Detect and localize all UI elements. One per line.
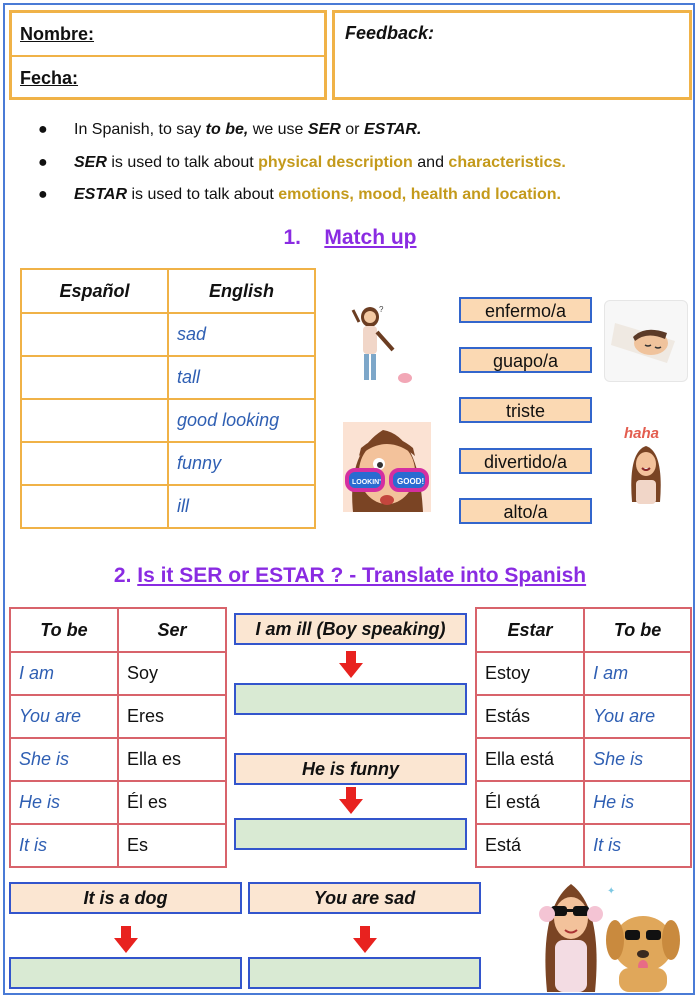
section2-title bbox=[0, 564, 700, 588]
pronoun-cell: He is bbox=[10, 781, 118, 824]
bullet-dot: ● bbox=[38, 186, 48, 203]
bullet-emphasis: ESTAR bbox=[74, 186, 128, 203]
sleeping-boy-illustration bbox=[604, 300, 688, 382]
word-tile[interactable]: triste bbox=[459, 397, 592, 423]
header-to-be: To be bbox=[584, 608, 691, 652]
bullet-text: is used to talk about bbox=[127, 186, 279, 203]
table-row bbox=[10, 652, 226, 695]
bullet-text: In Spanish, to say bbox=[74, 121, 206, 138]
bullet-highlight: emotions, mood, health and location. bbox=[278, 186, 561, 203]
bullet-item bbox=[38, 149, 678, 182]
estar-table bbox=[475, 607, 692, 868]
word-tile[interactable]: guapo/a bbox=[459, 347, 592, 373]
word-tile[interactable]: divertido/a bbox=[459, 448, 592, 474]
pronoun-cell: I am bbox=[10, 652, 118, 695]
glasses-girl-illustration bbox=[343, 422, 431, 512]
section2-title-text: Is it SER or ESTAR ? - Translate into Spanish bbox=[137, 564, 587, 587]
ser-table bbox=[9, 607, 227, 868]
girl-with-dog-illustration bbox=[533, 878, 683, 992]
nombre-label: Nombre: bbox=[20, 24, 95, 44]
arrow-down-icon bbox=[339, 651, 363, 679]
pronoun-cell: It is bbox=[584, 824, 691, 867]
pronoun-cell: You are bbox=[10, 695, 118, 738]
prompt-funny: He is funny bbox=[234, 753, 467, 785]
table-row bbox=[10, 695, 226, 738]
prompt-ill: I am ill (Boy speaking) bbox=[234, 613, 467, 645]
espanol-answer-cell[interactable] bbox=[21, 313, 168, 356]
feedback-label: Feedback: bbox=[345, 23, 435, 43]
table-row bbox=[21, 399, 315, 442]
ser-form-cell: Soy bbox=[118, 652, 226, 695]
english-cell: funny bbox=[168, 442, 315, 485]
arrow-down-icon bbox=[353, 926, 377, 954]
bullet-emphasis: SER bbox=[74, 153, 107, 171]
english-cell: ill bbox=[168, 485, 315, 528]
section1-title-text: Match up bbox=[324, 226, 417, 249]
pronoun-cell: She is bbox=[584, 738, 691, 781]
ser-form-cell: Eres bbox=[118, 695, 226, 738]
answer-box-sad[interactable] bbox=[248, 957, 481, 989]
bullet-emphasis: ESTAR. bbox=[363, 121, 422, 138]
header-estar: Estar bbox=[476, 608, 584, 652]
section1-title bbox=[0, 226, 700, 250]
ser-form-cell: Ella es bbox=[118, 738, 226, 781]
svg-text:✦: ✦ bbox=[607, 886, 616, 897]
table-header-row bbox=[476, 608, 691, 652]
bullet-text: is used to talk about bbox=[106, 153, 259, 171]
word-tile[interactable]: enfermo/a bbox=[459, 297, 592, 323]
laughing-girl-illustration bbox=[620, 422, 672, 508]
ser-form-cell: Él es bbox=[118, 781, 226, 824]
svg-text:?: ? bbox=[379, 305, 384, 314]
badge-text: GOOD! bbox=[397, 477, 425, 486]
match-table bbox=[20, 268, 316, 529]
answer-box-funny[interactable] bbox=[234, 818, 467, 850]
table-row bbox=[21, 356, 315, 399]
sleeping-boy-drawing bbox=[605, 301, 689, 383]
pronoun-cell: You are bbox=[584, 695, 691, 738]
pronoun-cell: She is bbox=[10, 738, 118, 781]
table-row bbox=[476, 652, 691, 695]
espanol-answer-cell[interactable] bbox=[21, 442, 168, 485]
header-to-be: To be bbox=[10, 608, 118, 652]
table-row bbox=[10, 781, 226, 824]
table-row bbox=[21, 442, 315, 485]
header-ser: Ser bbox=[118, 608, 226, 652]
english-cell: sad bbox=[168, 313, 315, 356]
tall-girl-illustration bbox=[345, 302, 420, 386]
word-tile[interactable]: alto/a bbox=[459, 498, 592, 524]
header-espanol: Español bbox=[21, 269, 168, 313]
estar-form-cell: Está bbox=[476, 824, 584, 867]
english-cell: tall bbox=[168, 356, 315, 399]
pronoun-cell: It is bbox=[10, 824, 118, 867]
intro-bullets bbox=[38, 116, 678, 214]
espanol-answer-cell[interactable] bbox=[21, 356, 168, 399]
bullet-emphasis: to be, bbox=[205, 121, 249, 138]
bullet-highlight: physical description bbox=[258, 153, 413, 171]
bullet-item bbox=[38, 181, 678, 214]
bullet-text: or bbox=[340, 121, 364, 138]
table-header-row bbox=[10, 608, 226, 652]
fecha-label: Fecha: bbox=[20, 68, 79, 88]
header-english: English bbox=[168, 269, 315, 313]
ser-form-cell: Es bbox=[118, 824, 226, 867]
table-row bbox=[10, 738, 226, 781]
answer-box-dog[interactable] bbox=[9, 957, 242, 989]
table-row bbox=[21, 313, 315, 356]
bullet-item bbox=[38, 116, 678, 149]
pronoun-cell: I am bbox=[584, 652, 691, 695]
bullet-text: and bbox=[412, 153, 449, 171]
section2-number: 2. bbox=[113, 564, 132, 587]
estar-form-cell: Estás bbox=[476, 695, 584, 738]
table-row bbox=[476, 781, 691, 824]
espanol-answer-cell[interactable] bbox=[21, 399, 168, 442]
badge-text: LOOKIN' bbox=[352, 479, 381, 486]
table-header-row bbox=[21, 269, 315, 313]
bullet-text: we use bbox=[248, 121, 308, 138]
nombre-row[interactable] bbox=[12, 13, 324, 57]
table-row bbox=[10, 824, 226, 867]
bullet-highlight: characteristics. bbox=[448, 153, 566, 171]
prompt-dog: It is a dog bbox=[9, 882, 242, 914]
bullet-dot: ● bbox=[38, 121, 48, 138]
haha-text: haha bbox=[624, 425, 660, 442]
answer-box-ill[interactable] bbox=[234, 683, 467, 715]
pronoun-cell: He is bbox=[584, 781, 691, 824]
name-date-box bbox=[9, 10, 327, 100]
prompt-sad: You are sad bbox=[248, 882, 481, 914]
table-row bbox=[21, 485, 315, 528]
estar-form-cell: Estoy bbox=[476, 652, 584, 695]
estar-form-cell: Ella está bbox=[476, 738, 584, 781]
english-cell: good looking bbox=[168, 399, 315, 442]
espanol-answer-cell[interactable] bbox=[21, 485, 168, 528]
arrow-down-icon bbox=[339, 787, 363, 815]
table-row bbox=[476, 824, 691, 867]
table-row bbox=[476, 738, 691, 781]
section1-number: 1. bbox=[283, 226, 301, 249]
bullet-emphasis: SER bbox=[307, 121, 341, 138]
bullet-dot: ● bbox=[38, 153, 48, 171]
table-row bbox=[476, 695, 691, 738]
feedback-box[interactable] bbox=[332, 10, 692, 100]
estar-form-cell: Él está bbox=[476, 781, 584, 824]
arrow-down-icon bbox=[114, 926, 138, 954]
